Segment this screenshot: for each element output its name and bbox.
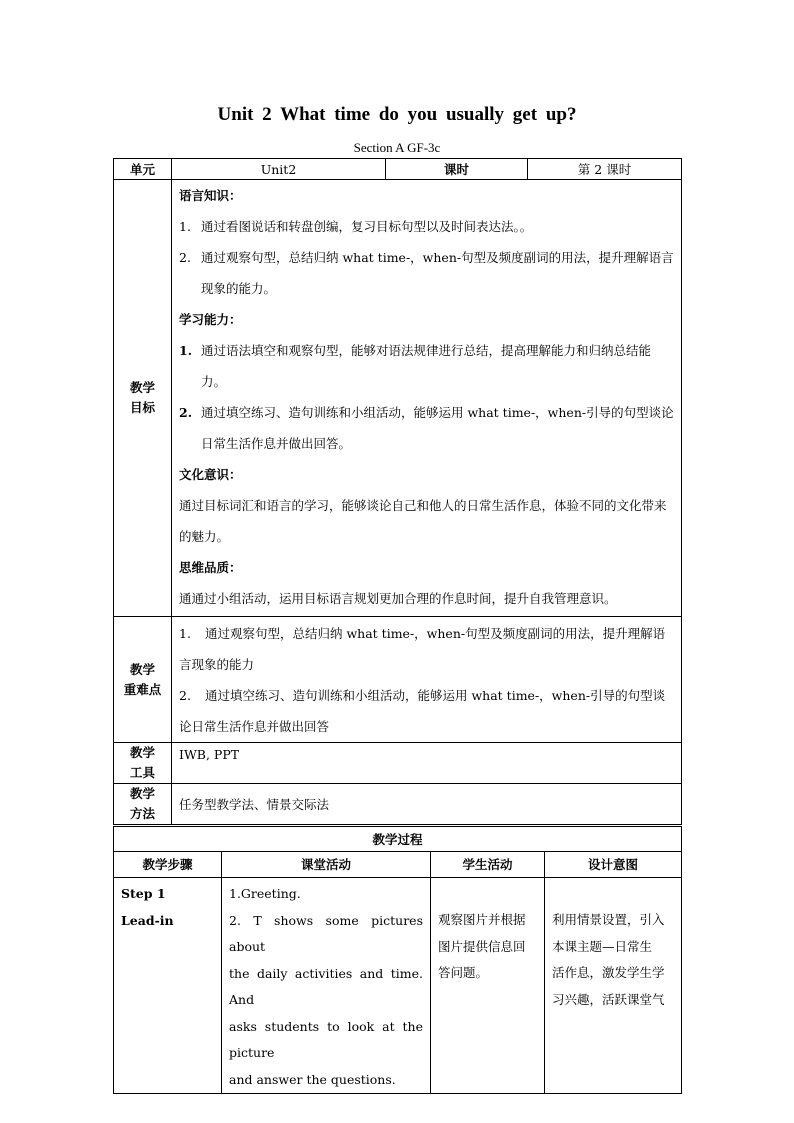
thinking-title: 思维品质： bbox=[179, 560, 242, 575]
process-header-row bbox=[114, 852, 682, 878]
step-cell: Step 1 Lead-in bbox=[114, 878, 222, 1094]
tools-value: IWB, PPT bbox=[172, 743, 682, 784]
page-subtitle: Section A GF-3c bbox=[353, 140, 441, 155]
difficulties-row bbox=[114, 617, 682, 743]
design-cell: 利用情景设置，引入 本课主题—日常生 活作息，激发学生学 习兴趣，活跃课堂气 bbox=[545, 878, 682, 1094]
tools-label: 教学 工具 bbox=[114, 743, 172, 784]
page-title: Unit 2 What time do you usually get up? bbox=[217, 104, 577, 125]
table-row bbox=[114, 878, 682, 1094]
methods-row bbox=[114, 784, 682, 825]
process-title: 教学过程 bbox=[114, 827, 682, 852]
list-item: 1. 通过观察句型，总结归纳 what time-，when-句型及频度副词的用法，提升理解语言现象的能力 bbox=[179, 625, 666, 672]
methods-value: 任务型教学法、情景交际法 bbox=[172, 784, 682, 825]
list-item: 2. 通过观察句型，总结归纳 what time-，when-句型及频度副词的用法，提升理解语言现象的能力。 bbox=[179, 250, 674, 296]
unit-value: Unit2 bbox=[172, 159, 386, 180]
list-item: 2. 通过填空练习、造句训练和小组活动，能够运用 what time-，when-引导的句型谈论日常生活作息并做出回答。 bbox=[179, 405, 674, 451]
period-label: 课时 bbox=[386, 159, 528, 180]
objectives-label: 教学 目标 bbox=[114, 180, 172, 617]
list-item: 1. 通过语法填空和观察句型，能够对语法规律进行总结，提高理解能力和归纳总结能力。 bbox=[179, 343, 652, 389]
objectives-content bbox=[172, 180, 682, 617]
student-cell: 观察图片并根据 图片提供信息回 答问题。 bbox=[431, 878, 545, 1094]
ability-title: 学习能力： bbox=[179, 312, 242, 327]
thinking-text: 通通过小组活动，运用目标语言规划更加合理的作息时间，提升自我管理意识。 bbox=[179, 591, 617, 606]
culture-title: 文化意识： bbox=[179, 467, 242, 482]
activity-cell: 1.Greeting. 2. T shows some pictures about the daily activities and time. And asks students to look at the picture and answer the questions. bbox=[222, 878, 431, 1094]
period-value: 第 2 课时 bbox=[528, 159, 682, 180]
list-item: 2. 通过填空练习、造句训练和小组活动，能够运用 what time-，when-引导的句型谈论日常生活作息并做出回答 bbox=[179, 687, 666, 734]
unit-label: 单元 bbox=[114, 159, 172, 180]
column-header: 设计意图 bbox=[545, 852, 682, 878]
column-header: 学生活动 bbox=[431, 852, 545, 878]
process-table bbox=[113, 826, 682, 1094]
process-title-row bbox=[114, 827, 682, 852]
culture-text: 通过目标词汇和语言的学习，能够谈论自己和他人的日常生活作息，体验不同的文化带来的魅力。 bbox=[179, 498, 667, 544]
language-title: 语言知识： bbox=[179, 188, 242, 203]
difficulties-label: 教学 重难点 bbox=[114, 617, 172, 743]
lesson-plan-table bbox=[113, 158, 682, 825]
difficulties-content bbox=[172, 617, 682, 743]
column-header: 课堂活动 bbox=[222, 852, 431, 878]
tools-row bbox=[114, 743, 682, 784]
methods-label: 教学 方法 bbox=[114, 784, 172, 825]
column-header: 教学步骤 bbox=[114, 852, 222, 878]
unit-row bbox=[114, 159, 682, 180]
list-item: 1. 通过看图说话和转盘创编，复习目标句型以及时间表达法。。 bbox=[179, 219, 533, 234]
objectives-row bbox=[114, 180, 682, 617]
